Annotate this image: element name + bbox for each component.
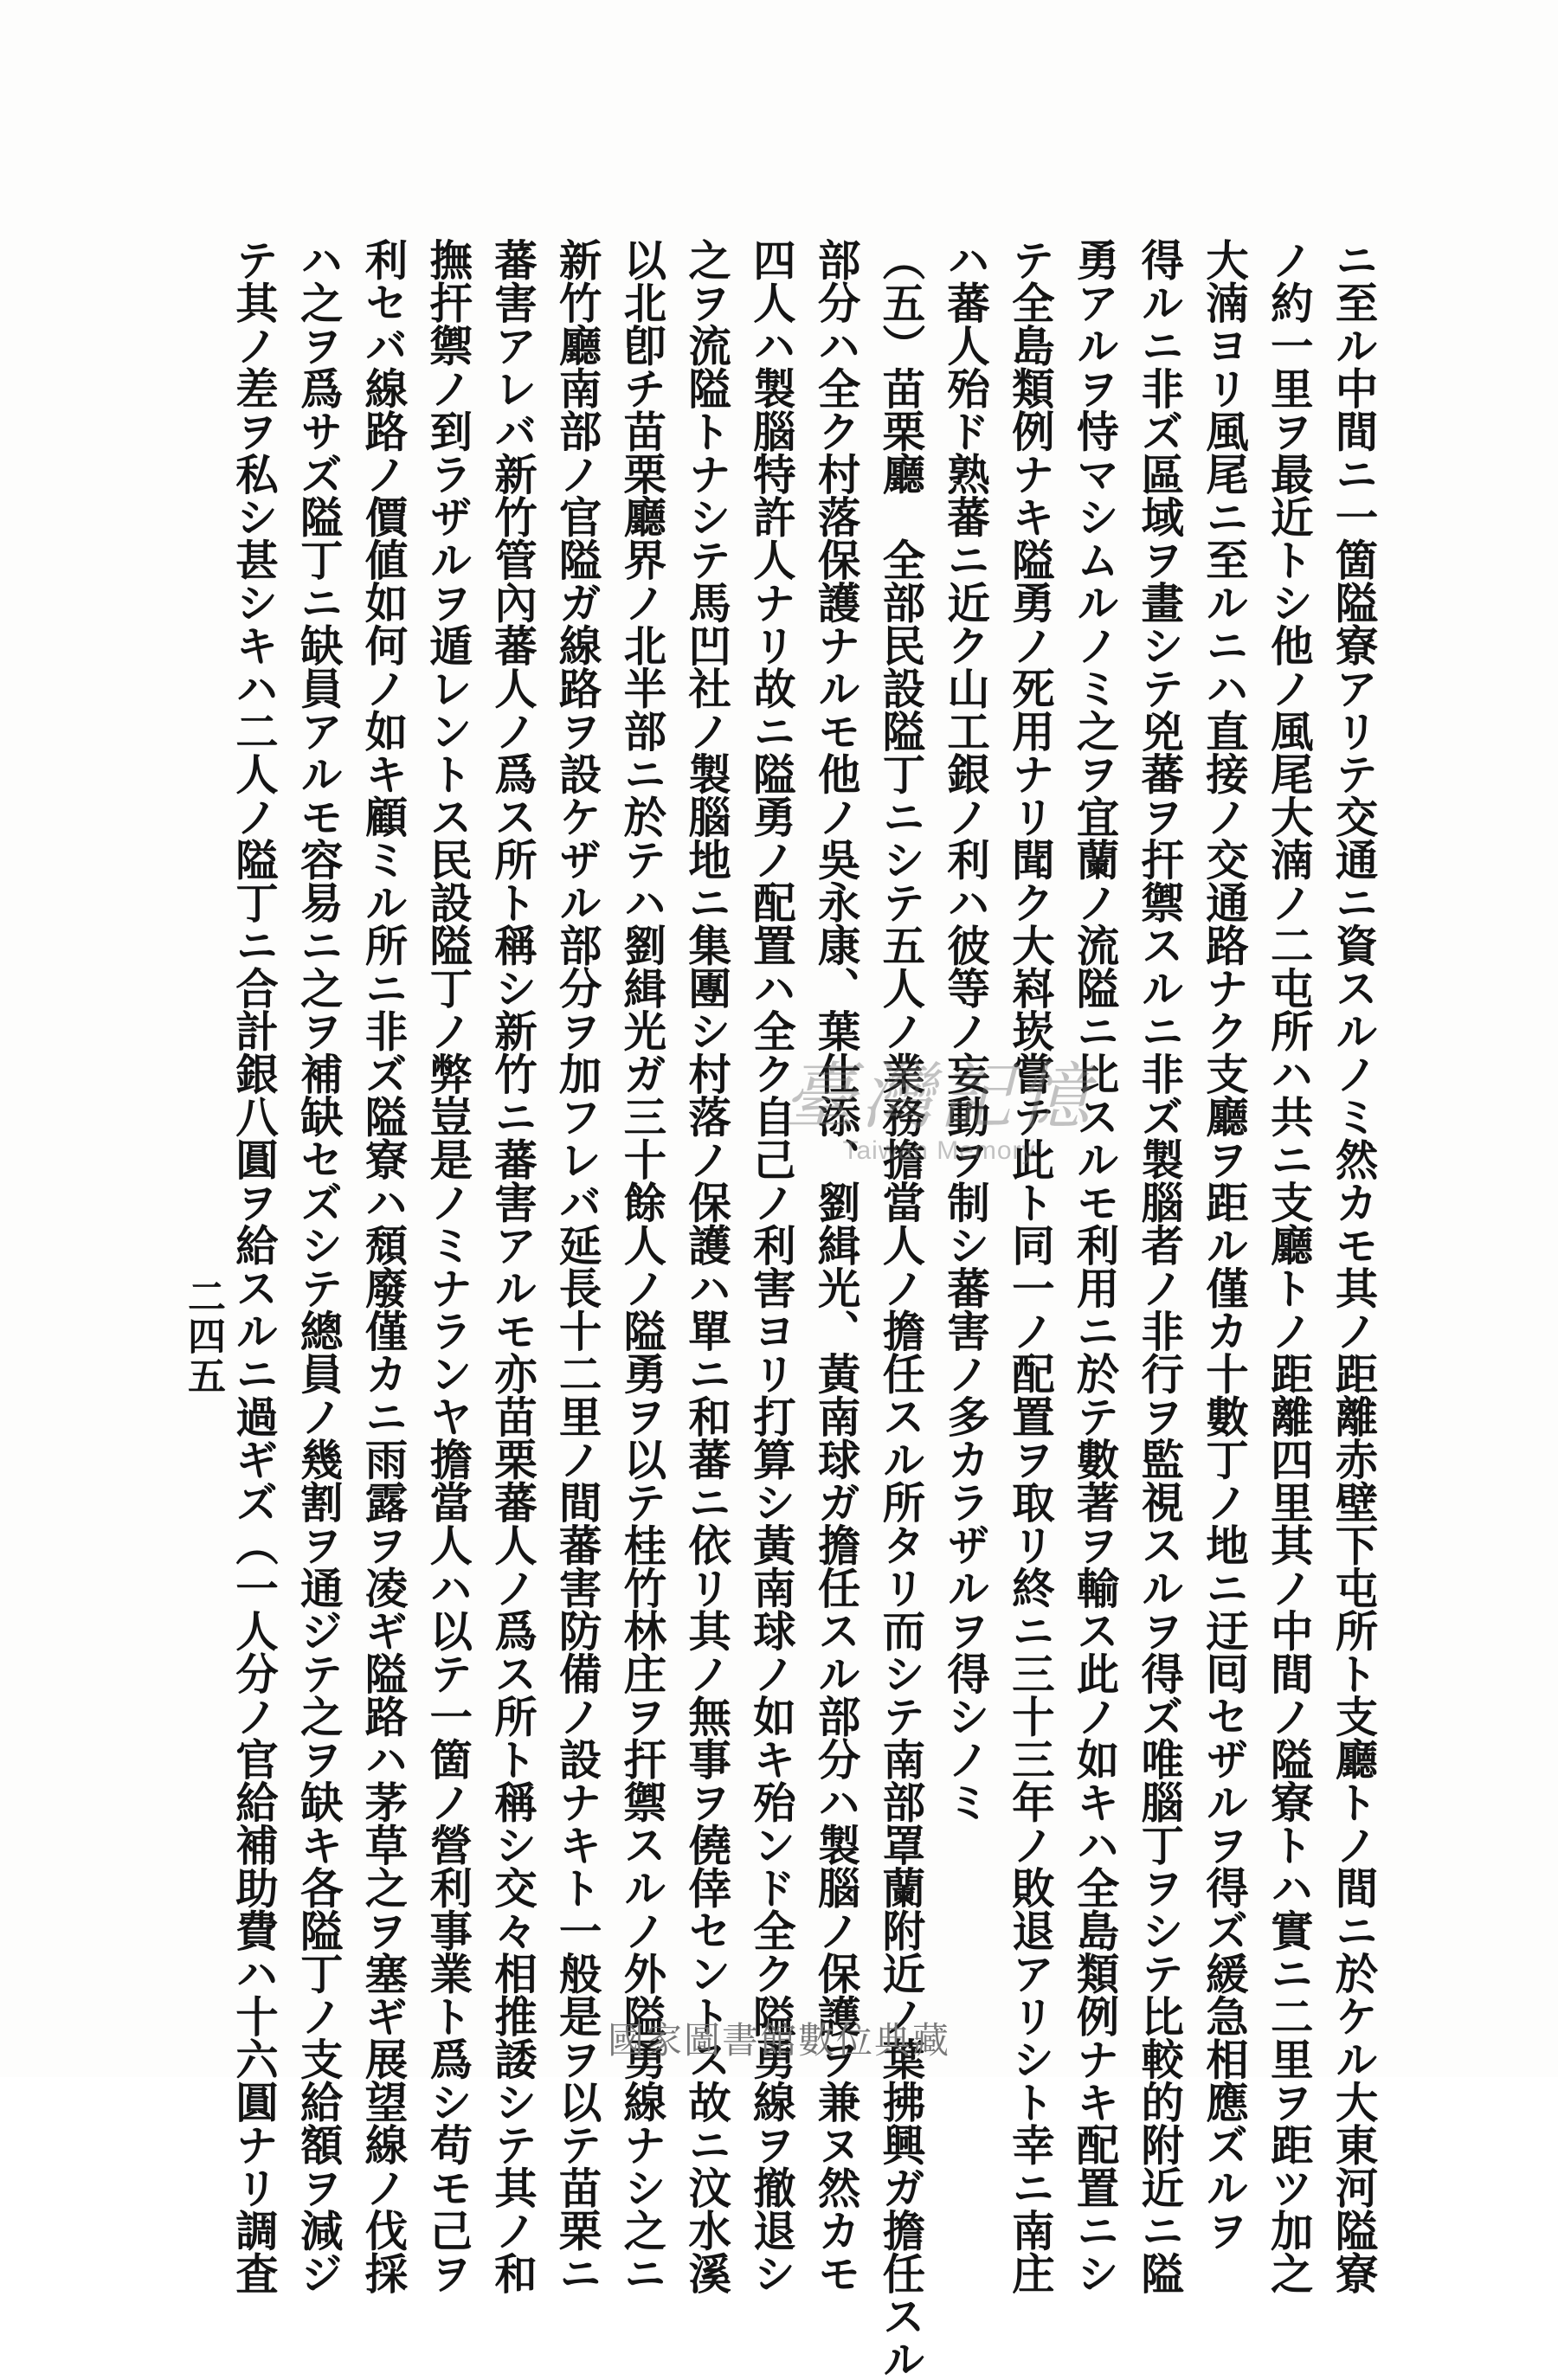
text-column: 新竹廳南部ノ官隘ガ線路ヲ設ケザル部分ヲ加フレバ延長十二里ノ間蕃害防備ノ設ナキト一般是ヲ以テ苗栗ニ [552,238,603,2294]
watermark-logo: 臺灣記憶 [783,1054,1096,1139]
text-column: 勇アルヲ恃マシムルノミ之ヲ宜蘭ノ流隘ニ比スルモ利用ニ於テ數著ヲ輸ス此ノ如キハ全島類例ナキ配置ニシ [1070,238,1121,2294]
text-column: テ其ノ差ヲ私シ甚シキハ二人ノ隘丁ニ合計銀八圓ヲ給スルニ過ギズ（一人分ノ官給補助費ハ十六圓ナリ調査 [229,238,280,2294]
text-column: 得ルニ非ズ區域ヲ畫シテ兇蕃ヲ扞禦スルニ非ズ製腦者ノ非行ヲ監視スルヲ得ズ唯腦丁ヲシテ比較的附近ニ隘 [1134,238,1185,2294]
text-column: テ全島類例ナキ隘勇ノ死用ナリ聞ク大嵙崁嘗テ此ト同一ノ配置ヲ取リ終ニ三十三年ノ敗退アリシト幸ニ南庄 [1005,238,1056,2294]
watermark-subtitle: Taiwan Memory [842,1136,1036,1165]
text-column: （五）苗栗廳 全部民設隘丁ニシテ五人ノ業務擔當人ノ擔任スル所タリ而シテ南部罩蘭附近ノ葉拂興ガ擔任スル [875,238,926,2380]
text-column: ニ至ル中間ニ一箇隘寮アリテ交通ニ資スルノミ然カモ其ノ距離赤壁下屯所ト支廳トノ間ニ於ケル大東河隘寮 [1328,238,1379,2294]
text-column: 大湳ヨリ風尾ニ至ルニハ直接ノ交通路ナク支廳ヲ距ル僅カ十數丁ノ地ニ迂囘セザルヲ得ズ緩急相應ズルヲ [1199,238,1250,2252]
text-column: ハ之ヲ爲サズ隘丁ニ缺員アルモ容易ニ之ヲ補缺セズシテ總員ノ幾割ヲ通ジテ之ヲ缺キ各隘丁ノ支給額ヲ減ジ [293,238,344,2294]
text-column: 以北卽チ苗栗廳界ノ北半部ニ於テハ劉緝光ガ三十餘人ノ隘勇ヲ以テ桂竹林庄ヲ扞禦スルノ外隘勇線ナシ之ニ [616,238,667,2294]
text-column: 部分ハ全ク村落保護ナルモ他ノ吳永康、葉仕添、劉緝光、黃南球ガ擔任スル部分ハ製腦ノ保護ヲ兼ヌ然カモ [811,238,862,2294]
text-column: 蕃害アレバ新竹管內蕃人ノ爲ス所ト稱シ新竹ニ蕃害アルモ亦苗栗蕃人ノ爲ス所ト稱シ交々相推諉シテ其ノ和 [487,238,538,2294]
text-column: ノ約一里ヲ最近トシ他ノ風尾大湳ノ二屯所ハ共ニ支廳トノ距離四里其ノ中間ノ隘寮トハ實ニ二里ヲ距ツ加之 [1264,238,1315,2294]
footer-credit: 國家圖書館數位典藏 [607,2019,950,2062]
text-column: 撫扞禦ノ到ラザルヲ遁レントス民設隘丁ノ弊豈是ノミナランヤ擔當人ハ以テ一箇ノ營利事業ト爲シ苟モ己ヲ [422,238,473,2294]
text-column: 之ヲ流隘トナシテ馬凹社ノ製腦地ニ集團シ村落ノ保護ハ單ニ和蕃ニ依リ其ノ無事ヲ僥倖セントス故ニ汶水溪 [681,238,732,2294]
page-number: 二四五 [181,1277,225,1396]
text-column: 利セバ線路ノ價値如何ノ如キ顧ミル所ニ非ズ隘寮ハ頹廢僅カニ雨露ヲ凌ギ隘路ハ茅草之ヲ塞ギ展望線ノ伐採 [357,238,409,2294]
text-column: 四人ハ製腦特許人ナリ故ニ隘勇ノ配置ハ全ク自己ノ利害ヨリ打算シ黃南球ノ如キ殆ンド全ク隘勇線ヲ撤退シ [746,238,797,2294]
text-column: ハ蕃人殆ド熟蕃ニ近ク山工銀ノ利ハ彼等ノ妄動ヲ制シ蕃害ノ多カラザルヲ得シノミ [940,238,991,1824]
